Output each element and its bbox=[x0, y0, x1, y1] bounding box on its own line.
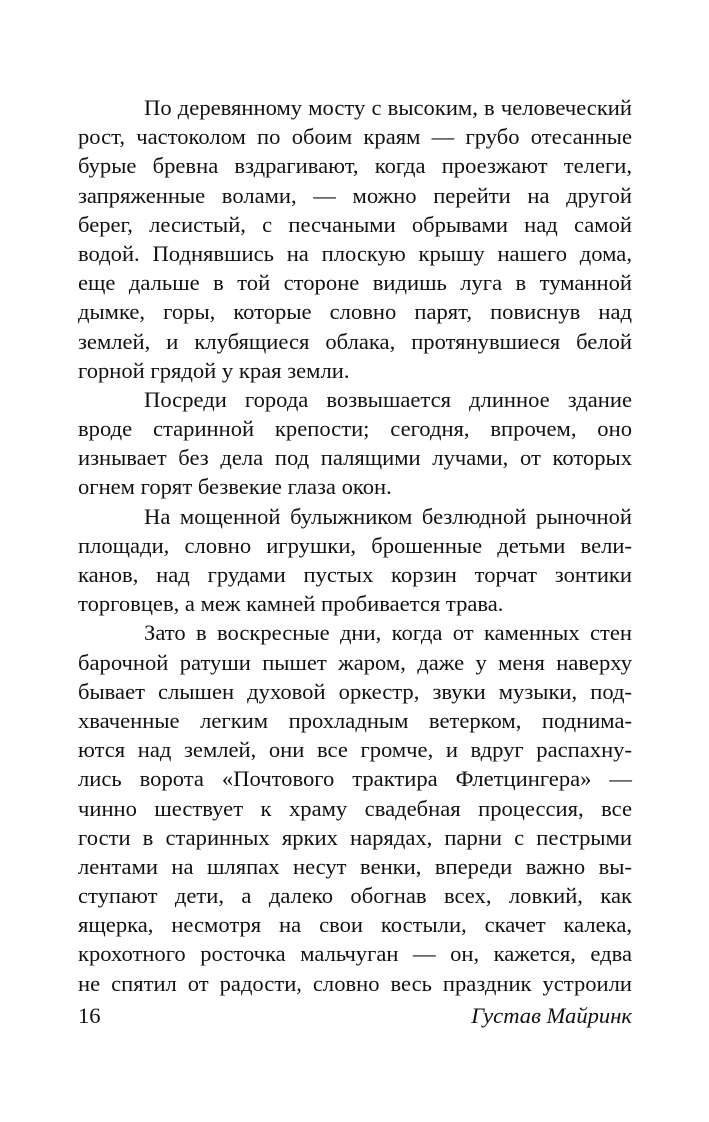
text-line: берег, лесистый, с песчаными обрывами над самой bbox=[78, 211, 632, 237]
text-line: гости в старинных ярких нарядах, парни с пестрыми bbox=[78, 824, 632, 850]
paragraph-1 bbox=[78, 93, 632, 385]
text-line: ются над землей, они все громче, и вдруг распахну- bbox=[78, 737, 632, 763]
text-line: горной грядой у края земли. bbox=[78, 357, 350, 383]
text-line: дымке, горы, которые словно парят, повиснув над bbox=[78, 299, 632, 325]
text-line: рост, частоколом по обоим краям — грубо отесанные bbox=[78, 124, 632, 150]
page-footer bbox=[78, 1001, 632, 1031]
text-line: лись ворота «Почтового трактира Флетцингера» — bbox=[78, 766, 632, 792]
text-line: бывает слышен духовой оркестр, звуки музыки, под- bbox=[78, 678, 632, 704]
text-line: крохотного росточка мальчуган — он, кажется, едва bbox=[78, 941, 632, 967]
text-line: площади, словно игрушки, брошенные детьми вели- bbox=[78, 532, 632, 558]
text-line: На мощенной булыжником безлюдной рыночной bbox=[144, 503, 632, 529]
text-line: изнывает без дела под палящими лучами, от которых bbox=[78, 445, 632, 471]
running-title-author: Густав Майринк bbox=[471, 1003, 632, 1028]
text-line: Зато в воскресные дни, когда от каменных стен bbox=[144, 620, 632, 646]
body-text bbox=[78, 93, 632, 998]
text-line: лентами на шляпах несут венки, впереди важно вы- bbox=[78, 853, 632, 879]
text-line: землей, и клубящиеся облака, протянувшиеся белой bbox=[78, 328, 632, 354]
text-line: канов, над грудами пустых корзин торчат зонтики bbox=[78, 562, 632, 587]
text-line: еще дальше в той стороне видишь луга в туманной bbox=[78, 270, 632, 296]
text-line: торговцев, а меж камней пробивается трава. bbox=[78, 591, 504, 617]
text-line: огнем горят безвекие глаза окон. bbox=[78, 474, 392, 500]
text-line: барочной ратуши пышет жаром, даже у меня наверху bbox=[78, 649, 632, 675]
page-number: 16 bbox=[78, 1003, 101, 1028]
paragraph-3 bbox=[78, 502, 632, 619]
text-line: По деревянному мосту с высоким, в человеческий bbox=[144, 95, 632, 120]
text-line: Посреди города возвышается длинное здание bbox=[144, 386, 632, 412]
text-line: не спятил от радости, словно весь праздник устроили bbox=[78, 970, 632, 996]
text-line: запряженные волами, — можно перейти на другой bbox=[78, 182, 632, 208]
text-line: водой. Поднявшись на плоскую крышу нашего дома, bbox=[78, 240, 632, 266]
text-line: вроде старинной крепости; сегодня, впрочем, оно bbox=[78, 416, 632, 442]
text-line: бурые бревна вздрагивают, когда проезжают телеги, bbox=[78, 153, 632, 179]
paragraph-2 bbox=[78, 385, 632, 502]
text-line: хваченные легким прохладным ветерком, поднима- bbox=[78, 707, 632, 733]
text-line: чинно шествует к храму свадебная процессия, все bbox=[78, 795, 632, 821]
paragraph-4 bbox=[78, 618, 632, 997]
text-line: ступают дети, а далеко обогнав всех, ловкий, как bbox=[78, 883, 632, 909]
text-line: ящерка, несмотря на свои костыли, скачет калека, bbox=[78, 912, 632, 938]
